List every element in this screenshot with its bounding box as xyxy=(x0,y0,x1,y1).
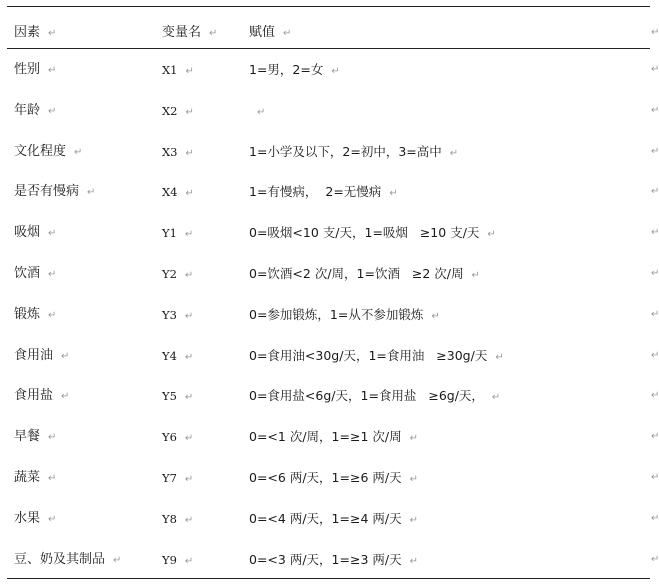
row-end-mark-icon: ↵ xyxy=(651,308,659,320)
table-header-row xyxy=(7,7,659,48)
row-end-mark-icon: ↵ xyxy=(651,431,659,443)
variable-cell: X1 ↵ xyxy=(162,61,194,81)
paragraph-mark-icon: ↵ xyxy=(184,270,194,281)
table-row xyxy=(7,143,659,173)
header-variable: 变量名 ↵ xyxy=(162,24,217,43)
paragraph-mark-icon: ↵ xyxy=(389,188,398,200)
paragraph-mark-icon: ↵ xyxy=(184,351,194,363)
paragraph-mark-icon: ↵ xyxy=(409,555,418,567)
paragraph-mark-icon: ↵ xyxy=(48,269,57,280)
paragraph-mark-icon: ↵ xyxy=(184,433,194,445)
paragraph-mark-icon: ↵ xyxy=(184,229,194,241)
table-row xyxy=(7,387,659,417)
variable-cell: X2 ↵ xyxy=(162,102,194,122)
paragraph-mark-icon: ↵ xyxy=(87,187,96,199)
variable-cell: Y4 ↵ xyxy=(162,347,193,367)
paragraph-mark-icon: ↵ xyxy=(113,554,122,566)
paragraph-mark-icon: ↵ xyxy=(61,391,70,403)
row-end-mark-icon: ↵ xyxy=(651,104,659,116)
row-end-mark-icon: ↵ xyxy=(651,227,659,239)
header-factor: 因素 ↵ xyxy=(14,24,56,43)
factor-cell: 吸烟 ↵ xyxy=(14,224,56,243)
paragraph-mark-icon: ↵ xyxy=(487,229,496,241)
paragraph-mark-icon: ↵ xyxy=(48,228,57,240)
paragraph-mark-icon: ↵ xyxy=(184,474,194,485)
paragraph-mark-icon: ↵ xyxy=(184,514,194,526)
variable-cell: X3 ↵ xyxy=(162,143,194,163)
factor-cell: 食用油 ↵ xyxy=(14,347,69,366)
paragraph-mark-icon: ↵ xyxy=(48,513,57,525)
paragraph-mark-icon: ↵ xyxy=(184,310,194,322)
variable-assignment-table xyxy=(7,6,659,567)
paragraph-mark-icon: ↵ xyxy=(209,28,218,39)
paragraph-mark-icon: ↵ xyxy=(48,65,57,76)
paragraph-mark-icon: ↵ xyxy=(331,66,340,77)
header-assignment: 赋值 ↵ xyxy=(249,24,291,43)
table-header-rule xyxy=(7,48,650,49)
table-row xyxy=(7,428,659,458)
variable-cell: Y5 ↵ xyxy=(162,387,193,407)
paragraph-mark-icon: ↵ xyxy=(185,66,194,77)
factor-cell: 饮酒 ↵ xyxy=(14,265,56,284)
assignment-cell: 1=男，2=女 ↵ xyxy=(249,61,340,81)
assignment-cell: 0=<3 两/天，1=≥3 两/天 ↵ xyxy=(249,551,418,571)
table-row xyxy=(7,469,659,499)
table-row xyxy=(7,61,659,91)
table-row xyxy=(7,551,659,581)
row-end-mark-icon: ↵ xyxy=(651,27,659,38)
row-end-mark-icon: ↵ xyxy=(651,349,659,361)
assignment-cell: 0=<6 两/天，1=≥6 两/天 ↵ xyxy=(249,469,418,489)
table-row xyxy=(7,224,659,254)
paragraph-mark-icon: ↵ xyxy=(61,350,70,362)
paragraph-mark-icon: ↵ xyxy=(185,188,194,200)
table-row xyxy=(7,510,659,540)
row-end-mark-icon: ↵ xyxy=(651,472,659,483)
assignment-cell: 0=食用油<30g/天，1=食用油 ≥30g/天 ↵ xyxy=(249,347,504,367)
variable-cell: Y8 ↵ xyxy=(162,510,193,530)
factor-cell: 豆、奶及其制品 ↵ xyxy=(14,551,121,570)
assignment-cell: 0=饮酒<2 次/周，1=饮酒 ≥2 次/周 ↵ xyxy=(249,265,480,285)
paragraph-mark-icon: ↵ xyxy=(257,106,266,118)
factor-cell: 锻炼 ↵ xyxy=(14,306,56,325)
variable-cell: X4 ↵ xyxy=(162,183,194,203)
paragraph-mark-icon: ↵ xyxy=(184,392,194,404)
row-end-mark-icon: ↵ xyxy=(651,553,659,565)
row-end-mark-icon: ↵ xyxy=(651,390,659,402)
row-end-mark-icon: ↵ xyxy=(651,512,659,524)
paragraph-mark-icon: ↵ xyxy=(409,433,418,445)
factor-cell: 蔬菜 ↵ xyxy=(14,469,56,488)
factor-cell: 是否有慢病 ↵ xyxy=(14,183,95,202)
assignment-cell: 0=参加锻炼，1=从不参加锻炼 ↵ xyxy=(249,306,440,326)
paragraph-mark-icon: ↵ xyxy=(48,309,57,321)
variable-cell: Y6 ↵ xyxy=(162,428,193,448)
paragraph-mark-icon: ↵ xyxy=(495,351,504,363)
assignment-cell: 0=食用盐<6g/天，1=食用盐 ≥6g/天， ↵ xyxy=(249,387,500,407)
table-row xyxy=(7,102,659,132)
variable-cell: Y9 ↵ xyxy=(162,551,193,571)
assignment-cell: 0=吸烟<10 支/天，1=吸烟 ≥10 支/天 ↵ xyxy=(249,224,496,244)
paragraph-mark-icon: ↵ xyxy=(409,514,418,526)
assignment-cell: 1=有慢病， 2=无慢病 ↵ xyxy=(249,183,398,203)
factor-cell: 文化程度 ↵ xyxy=(14,143,82,162)
table-row xyxy=(7,306,659,336)
table-row xyxy=(7,265,659,295)
row-end-mark-icon: ↵ xyxy=(651,64,659,75)
paragraph-mark-icon: ↵ xyxy=(491,392,501,404)
assignment-cell: 0=<4 两/天，1=≥4 两/天 ↵ xyxy=(249,510,418,530)
variable-cell: Y2 ↵ xyxy=(162,265,193,285)
variable-cell: Y3 ↵ xyxy=(162,306,193,326)
paragraph-mark-icon: ↵ xyxy=(48,28,57,39)
factor-cell: 早餐 ↵ xyxy=(14,428,56,447)
variable-cell: Y1 ↵ xyxy=(162,224,193,244)
table-row xyxy=(7,183,659,213)
paragraph-mark-icon: ↵ xyxy=(431,310,440,322)
assignment-cell: 1=小学及以下，2=初中，3=高中 ↵ xyxy=(249,143,458,163)
factor-cell: 水果 ↵ xyxy=(14,510,56,529)
factor-cell: 性别 ↵ xyxy=(14,61,56,80)
paragraph-mark-icon: ↵ xyxy=(471,270,480,281)
paragraph-mark-icon: ↵ xyxy=(48,105,57,117)
paragraph-mark-icon: ↵ xyxy=(48,432,57,444)
paragraph-mark-icon: ↵ xyxy=(184,555,194,567)
row-end-mark-icon: ↵ xyxy=(651,268,659,279)
paragraph-mark-icon: ↵ xyxy=(409,474,418,485)
assignment-cell xyxy=(249,102,265,122)
paragraph-mark-icon: ↵ xyxy=(185,147,194,159)
assignment-cell: 0=<1 次/周，1=≥1 次/周 ↵ xyxy=(249,428,418,448)
paragraph-mark-icon: ↵ xyxy=(74,146,83,158)
factor-cell: 年龄 ↵ xyxy=(14,102,56,121)
paragraph-mark-icon: ↵ xyxy=(185,106,194,118)
table-bottom-rule xyxy=(7,578,650,579)
paragraph-mark-icon: ↵ xyxy=(48,473,57,484)
paragraph-mark-icon: ↵ xyxy=(449,147,459,159)
paragraph-mark-icon: ↵ xyxy=(283,28,292,39)
factor-cell: 食用盐 ↵ xyxy=(14,387,69,406)
row-end-mark-icon: ↵ xyxy=(651,145,659,157)
table-row xyxy=(7,347,659,377)
row-end-mark-icon: ↵ xyxy=(651,186,659,198)
variable-cell: Y7 ↵ xyxy=(162,469,193,489)
